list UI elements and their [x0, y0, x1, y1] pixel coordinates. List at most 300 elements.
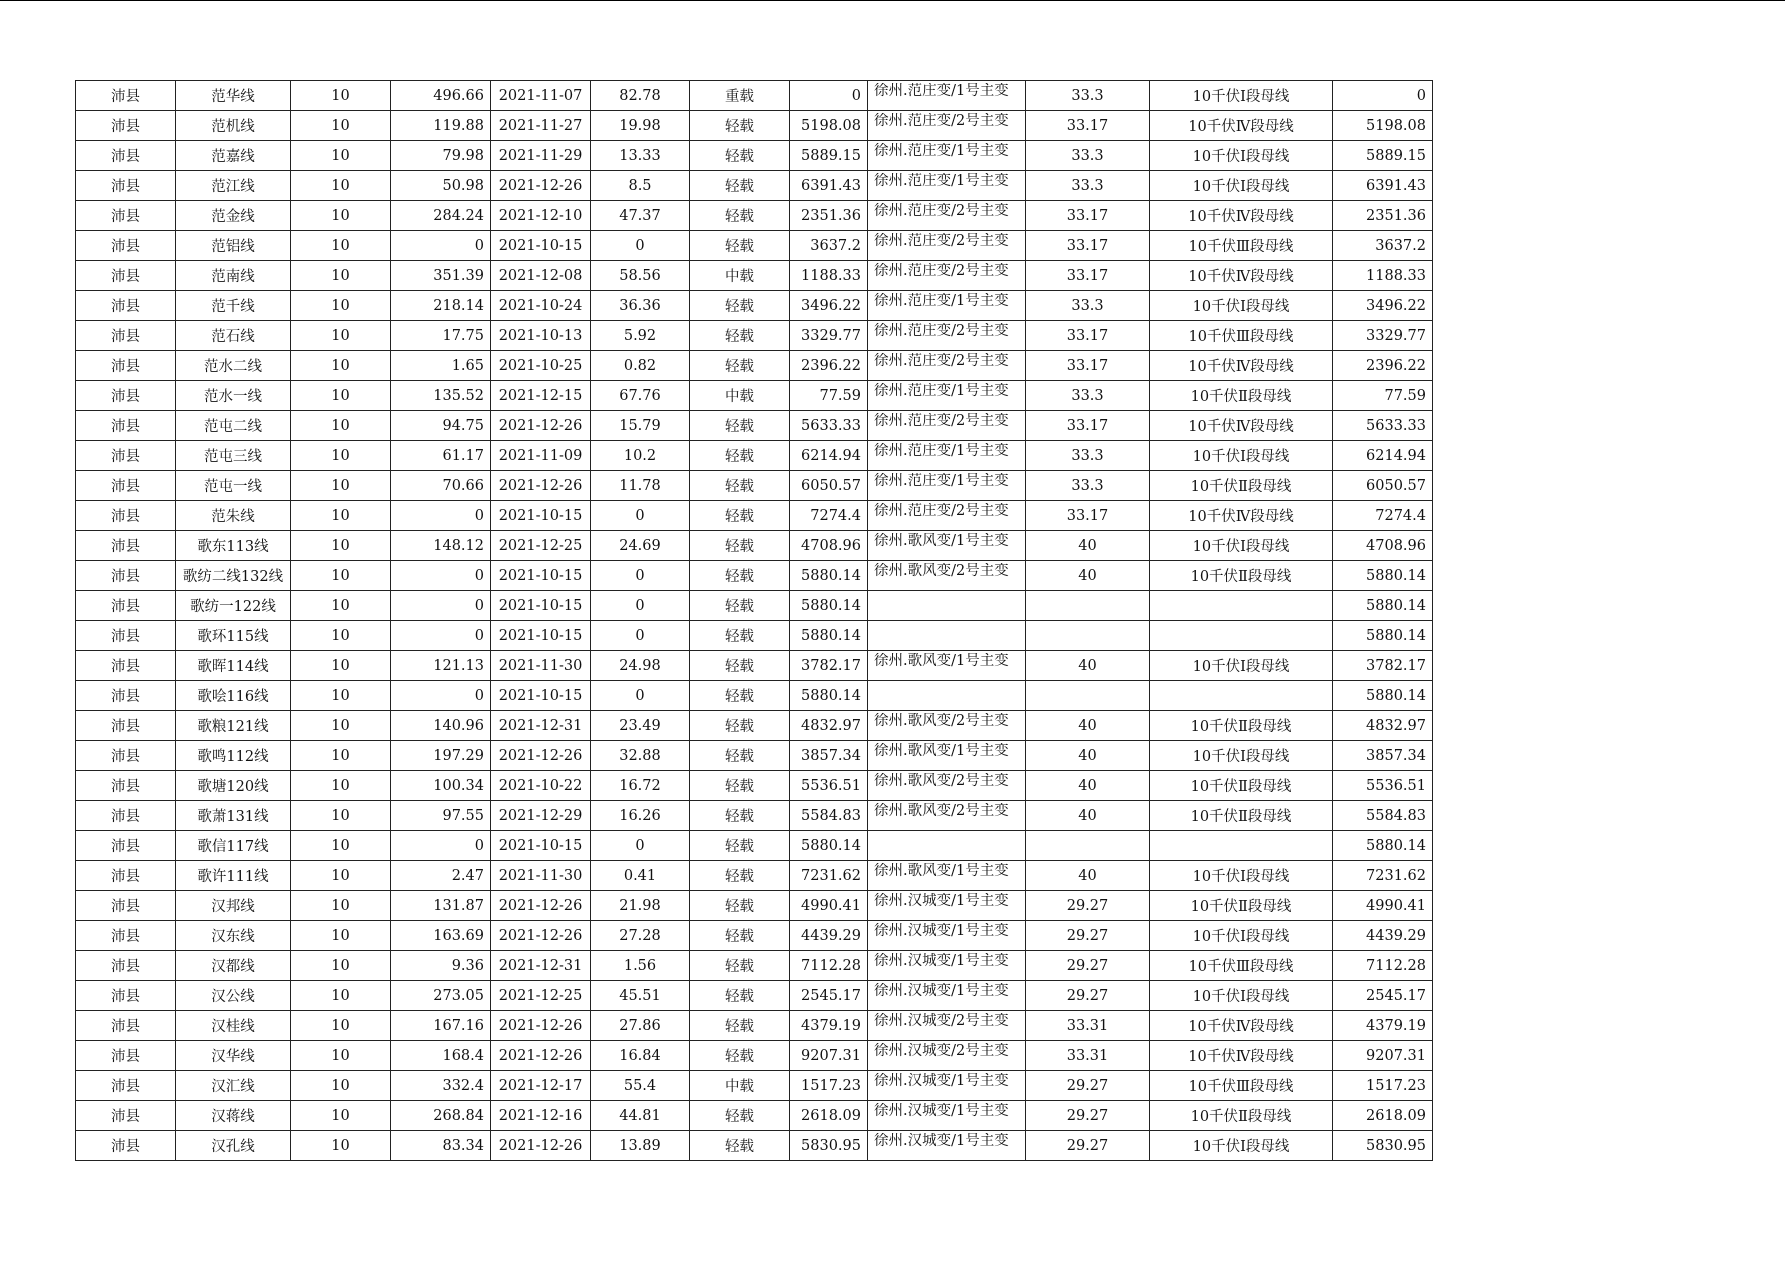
- busbar-cell: 10千伏Ⅰ段母线: [1150, 1131, 1333, 1161]
- busbar-cell: 10千伏Ⅱ段母线: [1150, 771, 1333, 801]
- load-rate-cell: 13.89: [591, 1131, 690, 1161]
- substation-transformer-text: [874, 833, 1021, 860]
- load-status-cell: 轻载: [690, 831, 790, 861]
- available-capacity-cell: 2351.36: [790, 201, 868, 231]
- substation-transformer-cell: [868, 1011, 1026, 1041]
- county-cell: 沛县: [76, 501, 176, 531]
- busbar-cell: [1150, 831, 1333, 861]
- substation-transformer-text: 徐州.歌风变/2号主变: [874, 713, 1009, 729]
- county-cell: 沛县: [76, 561, 176, 591]
- substation-transformer-text: [874, 623, 1021, 650]
- transformer-rate-cell: 33.31: [1026, 1041, 1150, 1071]
- remaining-capacity-cell: 2396.22: [1333, 351, 1433, 381]
- load-status-cell: 轻载: [690, 591, 790, 621]
- transformer-rate-cell: 33.17: [1026, 111, 1150, 141]
- substation-transformer-cell: [868, 1071, 1026, 1101]
- transformer-rate-cell: 29.27: [1026, 891, 1150, 921]
- table-row: [76, 1011, 1433, 1041]
- substation-transformer-text: 徐州.汉城变/1号主变: [874, 1073, 1009, 1089]
- load-cell: 218.14: [391, 291, 491, 321]
- remaining-capacity-cell: 7274.4: [1333, 501, 1433, 531]
- available-capacity-cell: 6214.94: [790, 441, 868, 471]
- date-cell: 2021-12-31: [491, 951, 591, 981]
- remaining-capacity-cell: 0: [1333, 81, 1433, 111]
- line-name-cell: 歌萧131线: [176, 801, 291, 831]
- transformer-rate-cell: 40: [1026, 651, 1150, 681]
- load-status-cell: 中载: [690, 381, 790, 411]
- table-row: [76, 921, 1433, 951]
- busbar-cell: [1150, 621, 1333, 651]
- substation-transformer-text: [874, 593, 1021, 620]
- load-rate-cell: 27.86: [591, 1011, 690, 1041]
- substation-transformer-cell: [868, 291, 1026, 321]
- table-row: [76, 741, 1433, 771]
- date-cell: 2021-10-15: [491, 831, 591, 861]
- load-rate-cell: 16.84: [591, 1041, 690, 1071]
- remaining-capacity-cell: 4832.97: [1333, 711, 1433, 741]
- load-status-cell: 轻载: [690, 351, 790, 381]
- remaining-capacity-cell: 5880.14: [1333, 591, 1433, 621]
- county-cell: 沛县: [76, 111, 176, 141]
- load-rate-cell: 0: [591, 561, 690, 591]
- transformer-rate-cell: 29.27: [1026, 981, 1150, 1011]
- table-row: [76, 531, 1433, 561]
- load-status-cell: 轻载: [690, 1041, 790, 1071]
- voltage-cell: 10: [291, 1041, 391, 1071]
- line-name-cell: 范屯三线: [176, 441, 291, 471]
- transformer-rate-cell: 33.3: [1026, 381, 1150, 411]
- remaining-capacity-cell: 3329.77: [1333, 321, 1433, 351]
- busbar-cell: [1150, 591, 1333, 621]
- table-row: [76, 951, 1433, 981]
- load-rate-cell: 45.51: [591, 981, 690, 1011]
- busbar-cell: 10千伏Ⅰ段母线: [1150, 741, 1333, 771]
- transformer-rate-cell: 33.17: [1026, 201, 1150, 231]
- date-cell: 2021-12-17: [491, 1071, 591, 1101]
- county-cell: 沛县: [76, 171, 176, 201]
- voltage-cell: 10: [291, 141, 391, 171]
- load-rate-cell: 44.81: [591, 1101, 690, 1131]
- substation-transformer-text: 徐州.歌风变/2号主变: [874, 773, 1009, 789]
- load-cell: 273.05: [391, 981, 491, 1011]
- load-status-cell: 重载: [690, 81, 790, 111]
- available-capacity-cell: 3329.77: [790, 321, 868, 351]
- voltage-cell: 10: [291, 801, 391, 831]
- date-cell: 2021-10-24: [491, 291, 591, 321]
- substation-transformer-cell: [868, 351, 1026, 381]
- table-row: [76, 81, 1433, 111]
- substation-transformer-text: 徐州.范庄变/2号主变: [874, 113, 1009, 129]
- substation-transformer-text: 徐州.歌风变/1号主变: [874, 743, 1009, 759]
- substation-transformer-cell: [868, 741, 1026, 771]
- substation-transformer-cell: [868, 321, 1026, 351]
- remaining-capacity-cell: 3637.2: [1333, 231, 1433, 261]
- load-cell: 94.75: [391, 411, 491, 441]
- load-rate-cell: 32.88: [591, 741, 690, 771]
- substation-transformer-text: 徐州.范庄变/2号主变: [874, 413, 1009, 429]
- voltage-cell: 10: [291, 711, 391, 741]
- table-row: [76, 981, 1433, 1011]
- date-cell: 2021-12-08: [491, 261, 591, 291]
- date-cell: 2021-11-29: [491, 141, 591, 171]
- voltage-cell: 10: [291, 771, 391, 801]
- load-status-cell: 轻载: [690, 681, 790, 711]
- remaining-capacity-cell: 4439.29: [1333, 921, 1433, 951]
- transformer-rate-cell: [1026, 831, 1150, 861]
- county-cell: 沛县: [76, 1011, 176, 1041]
- load-cell: 131.87: [391, 891, 491, 921]
- substation-transformer-text: 徐州.歌风变/2号主变: [874, 803, 1009, 819]
- remaining-capacity-cell: 1188.33: [1333, 261, 1433, 291]
- voltage-cell: 10: [291, 831, 391, 861]
- remaining-capacity-cell: 5198.08: [1333, 111, 1433, 141]
- county-cell: 沛县: [76, 531, 176, 561]
- date-cell: 2021-12-29: [491, 801, 591, 831]
- available-capacity-cell: 7231.62: [790, 861, 868, 891]
- line-name-cell: 歌塘120线: [176, 771, 291, 801]
- substation-transformer-cell: [868, 801, 1026, 831]
- substation-transformer-cell: [868, 951, 1026, 981]
- load-status-cell: 轻载: [690, 111, 790, 141]
- line-name-cell: 汉东线: [176, 921, 291, 951]
- load-cell: 496.66: [391, 81, 491, 111]
- remaining-capacity-cell: 6391.43: [1333, 171, 1433, 201]
- voltage-cell: 10: [291, 231, 391, 261]
- load-status-cell: 轻载: [690, 441, 790, 471]
- load-status-cell: 轻载: [690, 621, 790, 651]
- transformer-rate-cell: 40: [1026, 741, 1150, 771]
- load-cell: 79.98: [391, 141, 491, 171]
- substation-transformer-cell: [868, 471, 1026, 501]
- substation-transformer-text: 徐州.歌风变/1号主变: [874, 863, 1009, 879]
- load-cell: 9.36: [391, 951, 491, 981]
- remaining-capacity-cell: 7112.28: [1333, 951, 1433, 981]
- date-cell: 2021-12-16: [491, 1101, 591, 1131]
- line-name-cell: 汉邦线: [176, 891, 291, 921]
- substation-transformer-cell: [868, 831, 1026, 861]
- busbar-cell: 10千伏Ⅲ段母线: [1150, 951, 1333, 981]
- substation-transformer-text: 徐州.范庄变/2号主变: [874, 233, 1009, 249]
- date-cell: 2021-11-30: [491, 861, 591, 891]
- substation-transformer-text: [874, 683, 1021, 710]
- county-cell: 沛县: [76, 591, 176, 621]
- county-cell: 沛县: [76, 81, 176, 111]
- load-status-cell: 轻载: [690, 741, 790, 771]
- line-name-cell: 范南线: [176, 261, 291, 291]
- substation-transformer-cell: [868, 591, 1026, 621]
- load-status-cell: 轻载: [690, 951, 790, 981]
- busbar-cell: 10千伏Ⅰ段母线: [1150, 531, 1333, 561]
- county-cell: 沛县: [76, 441, 176, 471]
- load-rate-cell: 27.28: [591, 921, 690, 951]
- transformer-rate-cell: 40: [1026, 561, 1150, 591]
- line-name-cell: 汉孔线: [176, 1131, 291, 1161]
- county-cell: 沛县: [76, 921, 176, 951]
- voltage-cell: 10: [291, 441, 391, 471]
- substation-transformer-cell: [868, 891, 1026, 921]
- substation-transformer-cell: [868, 861, 1026, 891]
- voltage-cell: 10: [291, 501, 391, 531]
- substation-transformer-cell: [868, 561, 1026, 591]
- load-cell: 332.4: [391, 1071, 491, 1101]
- busbar-cell: 10千伏Ⅰ段母线: [1150, 81, 1333, 111]
- table-row: [76, 801, 1433, 831]
- load-cell: 0: [391, 621, 491, 651]
- substation-transformer-cell: [868, 771, 1026, 801]
- voltage-cell: 10: [291, 681, 391, 711]
- available-capacity-cell: 3857.34: [790, 741, 868, 771]
- line-name-cell: 歌粮121线: [176, 711, 291, 741]
- load-status-cell: 轻载: [690, 1131, 790, 1161]
- available-capacity-cell: 1188.33: [790, 261, 868, 291]
- table-row: [76, 621, 1433, 651]
- load-rate-cell: 58.56: [591, 261, 690, 291]
- date-cell: 2021-10-15: [491, 591, 591, 621]
- line-name-cell: 范千线: [176, 291, 291, 321]
- busbar-cell: 10千伏Ⅰ段母线: [1150, 981, 1333, 1011]
- load-rate-cell: 0.41: [591, 861, 690, 891]
- date-cell: 2021-10-15: [491, 621, 591, 651]
- substation-transformer-cell: [868, 921, 1026, 951]
- available-capacity-cell: 3782.17: [790, 651, 868, 681]
- county-cell: 沛县: [76, 711, 176, 741]
- load-cell: 97.55: [391, 801, 491, 831]
- transformer-rate-cell: [1026, 591, 1150, 621]
- voltage-cell: 10: [291, 981, 391, 1011]
- table-row: [76, 411, 1433, 441]
- line-name-cell: 范金线: [176, 201, 291, 231]
- load-rate-cell: 36.36: [591, 291, 690, 321]
- date-cell: 2021-12-26: [491, 921, 591, 951]
- line-name-cell: 范铝线: [176, 231, 291, 261]
- line-name-cell: 范江线: [176, 171, 291, 201]
- line-name-cell: 汉蒋线: [176, 1101, 291, 1131]
- load-cell: 0: [391, 681, 491, 711]
- remaining-capacity-cell: 5633.33: [1333, 411, 1433, 441]
- line-name-cell: 汉公线: [176, 981, 291, 1011]
- voltage-cell: 10: [291, 891, 391, 921]
- table-row: [76, 471, 1433, 501]
- load-cell: 140.96: [391, 711, 491, 741]
- transformer-rate-cell: 33.17: [1026, 351, 1150, 381]
- load-rate-cell: 21.98: [591, 891, 690, 921]
- table-row: [76, 141, 1433, 171]
- voltage-cell: 10: [291, 411, 391, 441]
- county-cell: 沛县: [76, 471, 176, 501]
- remaining-capacity-cell: 5880.14: [1333, 681, 1433, 711]
- transformer-rate-cell: 40: [1026, 771, 1150, 801]
- table-row: [76, 1071, 1433, 1101]
- voltage-cell: 10: [291, 621, 391, 651]
- substation-transformer-text: 徐州.范庄变/1号主变: [874, 83, 1009, 99]
- load-cell: 135.52: [391, 381, 491, 411]
- date-cell: 2021-10-22: [491, 771, 591, 801]
- line-name-cell: 汉都线: [176, 951, 291, 981]
- date-cell: 2021-12-15: [491, 381, 591, 411]
- voltage-cell: 10: [291, 111, 391, 141]
- load-cell: 100.34: [391, 771, 491, 801]
- date-cell: 2021-12-26: [491, 741, 591, 771]
- substation-transformer-cell: [868, 681, 1026, 711]
- line-name-cell: 歌许111线: [176, 861, 291, 891]
- substation-transformer-cell: [868, 531, 1026, 561]
- load-status-cell: 轻载: [690, 531, 790, 561]
- transformer-rate-cell: 29.27: [1026, 951, 1150, 981]
- county-cell: 沛县: [76, 861, 176, 891]
- available-capacity-cell: 5880.14: [790, 591, 868, 621]
- available-capacity-cell: 6050.57: [790, 471, 868, 501]
- date-cell: 2021-12-26: [491, 471, 591, 501]
- load-rate-cell: 15.79: [591, 411, 690, 441]
- county-cell: 沛县: [76, 1071, 176, 1101]
- substation-transformer-text: 徐州.汉城变/2号主变: [874, 1013, 1009, 1029]
- remaining-capacity-cell: 5830.95: [1333, 1131, 1433, 1161]
- available-capacity-cell: 5880.14: [790, 831, 868, 861]
- line-name-cell: 歌晖114线: [176, 651, 291, 681]
- substation-transformer-text: 徐州.汉城变/1号主变: [874, 893, 1009, 909]
- load-rate-cell: 67.76: [591, 381, 690, 411]
- available-capacity-cell: 2545.17: [790, 981, 868, 1011]
- line-name-cell: 汉汇线: [176, 1071, 291, 1101]
- transformer-rate-cell: 33.3: [1026, 171, 1150, 201]
- available-capacity-cell: 5889.15: [790, 141, 868, 171]
- table-row: [76, 231, 1433, 261]
- available-capacity-cell: 4379.19: [790, 1011, 868, 1041]
- load-rate-cell: 8.5: [591, 171, 690, 201]
- transformer-rate-cell: 29.27: [1026, 921, 1150, 951]
- available-capacity-cell: 4832.97: [790, 711, 868, 741]
- page-top-rule: [0, 0, 1785, 1]
- busbar-cell: [1150, 681, 1333, 711]
- load-rate-cell: 0: [591, 231, 690, 261]
- load-cell: 0: [391, 591, 491, 621]
- county-cell: 沛县: [76, 741, 176, 771]
- transformer-rate-cell: 33.17: [1026, 231, 1150, 261]
- remaining-capacity-cell: 77.59: [1333, 381, 1433, 411]
- busbar-cell: 10千伏Ⅱ段母线: [1150, 1101, 1333, 1131]
- date-cell: 2021-12-26: [491, 1041, 591, 1071]
- county-cell: 沛县: [76, 621, 176, 651]
- transformer-rate-cell: 33.17: [1026, 411, 1150, 441]
- busbar-cell: 10千伏Ⅱ段母线: [1150, 891, 1333, 921]
- date-cell: 2021-12-25: [491, 981, 591, 1011]
- line-name-cell: 歌信117线: [176, 831, 291, 861]
- county-cell: 沛县: [76, 1041, 176, 1071]
- substation-transformer-cell: [868, 621, 1026, 651]
- line-name-cell: 范水二线: [176, 351, 291, 381]
- table-row: [76, 1131, 1433, 1161]
- busbar-cell: 10千伏Ⅱ段母线: [1150, 471, 1333, 501]
- load-cell: 61.17: [391, 441, 491, 471]
- table-row: [76, 381, 1433, 411]
- voltage-cell: 10: [291, 1011, 391, 1041]
- available-capacity-cell: 77.59: [790, 381, 868, 411]
- transformer-rate-cell: 40: [1026, 801, 1150, 831]
- voltage-cell: 10: [291, 381, 391, 411]
- county-cell: 沛县: [76, 231, 176, 261]
- substation-transformer-text: 徐州.范庄变/1号主变: [874, 293, 1009, 309]
- remaining-capacity-cell: 9207.31: [1333, 1041, 1433, 1071]
- load-rate-cell: 0: [591, 591, 690, 621]
- substation-transformer-text: 徐州.范庄变/2号主变: [874, 263, 1009, 279]
- load-rate-cell: 19.98: [591, 111, 690, 141]
- busbar-cell: 10千伏Ⅰ段母线: [1150, 921, 1333, 951]
- substation-transformer-cell: [868, 981, 1026, 1011]
- available-capacity-cell: 0: [790, 81, 868, 111]
- county-cell: 沛县: [76, 831, 176, 861]
- date-cell: 2021-12-26: [491, 891, 591, 921]
- county-cell: 沛县: [76, 1131, 176, 1161]
- line-name-cell: 范机线: [176, 111, 291, 141]
- voltage-cell: 10: [291, 591, 391, 621]
- load-rate-cell: 10.2: [591, 441, 690, 471]
- substation-transformer-text: 徐州.歌风变/1号主变: [874, 653, 1009, 669]
- line-name-cell: 范华线: [176, 81, 291, 111]
- transformer-rate-cell: 33.3: [1026, 81, 1150, 111]
- available-capacity-cell: 5584.83: [790, 801, 868, 831]
- busbar-cell: 10千伏Ⅳ段母线: [1150, 411, 1333, 441]
- substation-transformer-cell: [868, 381, 1026, 411]
- load-rate-cell: 5.92: [591, 321, 690, 351]
- substation-transformer-text: 徐州.汉城变/1号主变: [874, 1103, 1009, 1119]
- load-cell: 0: [391, 231, 491, 261]
- available-capacity-cell: 5880.14: [790, 681, 868, 711]
- county-cell: 沛县: [76, 771, 176, 801]
- load-status-cell: 轻载: [690, 171, 790, 201]
- load-rate-cell: 13.33: [591, 141, 690, 171]
- available-capacity-cell: 4708.96: [790, 531, 868, 561]
- remaining-capacity-cell: 3857.34: [1333, 741, 1433, 771]
- load-status-cell: 轻载: [690, 981, 790, 1011]
- substation-transformer-text: 徐州.汉城变/1号主变: [874, 923, 1009, 939]
- remaining-capacity-cell: 5880.14: [1333, 561, 1433, 591]
- line-name-cell: 范朱线: [176, 501, 291, 531]
- busbar-cell: 10千伏Ⅳ段母线: [1150, 351, 1333, 381]
- load-rate-cell: 16.72: [591, 771, 690, 801]
- voltage-cell: 10: [291, 81, 391, 111]
- line-name-cell: 歌纺一122线: [176, 591, 291, 621]
- line-name-cell: 范屯一线: [176, 471, 291, 501]
- remaining-capacity-cell: 4708.96: [1333, 531, 1433, 561]
- load-cell: 0: [391, 561, 491, 591]
- table-row: [76, 351, 1433, 381]
- date-cell: 2021-12-10: [491, 201, 591, 231]
- load-status-cell: 轻载: [690, 201, 790, 231]
- voltage-cell: 10: [291, 921, 391, 951]
- load-cell: 0: [391, 501, 491, 531]
- county-cell: 沛县: [76, 411, 176, 441]
- substation-transformer-cell: [868, 651, 1026, 681]
- date-cell: 2021-12-26: [491, 411, 591, 441]
- table-row: [76, 1101, 1433, 1131]
- line-name-cell: 歌环115线: [176, 621, 291, 651]
- available-capacity-cell: 1517.23: [790, 1071, 868, 1101]
- table-row: [76, 111, 1433, 141]
- remaining-capacity-cell: 2618.09: [1333, 1101, 1433, 1131]
- substation-transformer-text: 徐州.汉城变/1号主变: [874, 953, 1009, 969]
- substation-transformer-text: 徐州.范庄变/1号主变: [874, 443, 1009, 459]
- load-cell: 2.47: [391, 861, 491, 891]
- busbar-cell: 10千伏Ⅱ段母线: [1150, 711, 1333, 741]
- substation-transformer-cell: [868, 441, 1026, 471]
- voltage-cell: 10: [291, 951, 391, 981]
- date-cell: 2021-11-07: [491, 81, 591, 111]
- available-capacity-cell: 7112.28: [790, 951, 868, 981]
- load-status-cell: 轻载: [690, 291, 790, 321]
- substation-transformer-text: 徐州.歌风变/1号主变: [874, 533, 1009, 549]
- substation-transformer-cell: [868, 171, 1026, 201]
- busbar-cell: 10千伏Ⅳ段母线: [1150, 111, 1333, 141]
